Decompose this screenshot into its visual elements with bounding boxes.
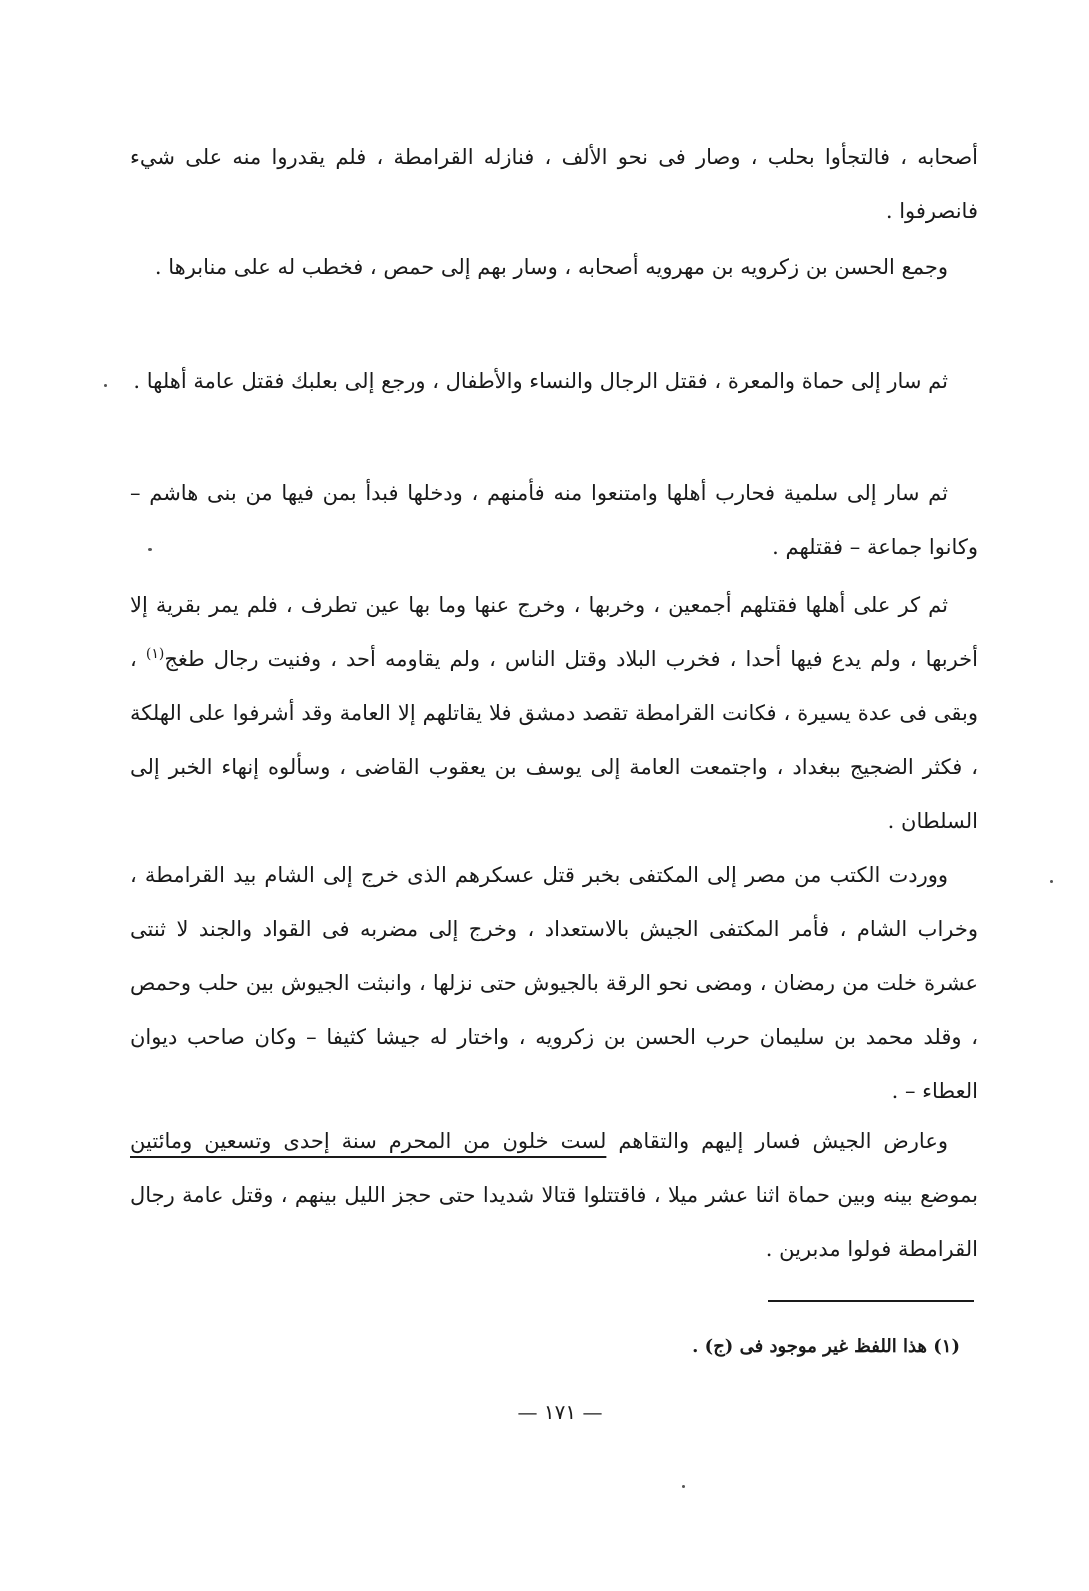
scan-speck xyxy=(148,548,152,551)
footnote-separator xyxy=(768,1300,974,1302)
paragraph-text: ثم سار إلى سلمية فحارب أهلها وامتنعوا منه فأمنهم ، ودخلها فبدأ بمن فيها من بنى هاشم – وكانوا جماعة – فقتلهم . xyxy=(130,481,978,559)
page-number: — ١٧١ — xyxy=(517,1400,603,1424)
scan-speck xyxy=(682,1485,685,1488)
underlined-date-phrase: لست خلون من المحرم سنة إحدى وتسعين ومائتين xyxy=(130,1129,607,1153)
paragraph-text-part: ، وبقى فى عدة يسيرة ، فكانت القرامطة تقصد دمشق فلا يقاتلهم إلا العامة وقد أشرفوا على الهلكة ، فكثر الضجيج ببغداد ، واجتمعت العامة إلى يوسف بن يعقوب القاضى ، وسألوه إنهاء الخبر إلى السلطان . xyxy=(130,647,978,833)
paragraph-text: ووردت الكتب من مصر إلى المكتفى بخبر قتل عسكرهم الذى خرج إلى الشام بيد القرامطة ، وخراب الشام ، فأمر المكتفى الجيش بالاستعداد ، وخرج إلى مضربه فى القواد والجند لا ثنتى عشرة خلت من رمضان ، ومضى نحو الرقة بالجيوش حتى نزلها ، وانبثت الجيوش بين حلب وحمص ، وقلد محمد بن سليمان حرب الحسن بن زكرويه ، واختار له جيشا كثيفا – وكان صاحب ديوان العطاء – . xyxy=(130,863,978,1103)
paragraph-1 xyxy=(130,130,978,238)
paragraph-7 xyxy=(130,1114,978,1276)
paragraph-text xyxy=(130,578,978,848)
paragraph-text: ثم سار إلى حماة والمعرة ، فقتل الرجال والنساء والأطفال ، ورجع إلى بعلبك فقتل عامة أهلها . xyxy=(133,369,948,393)
paragraph-text-part: ثم كر على أهلها فقتلهم أجمعين ، وخربها ، وخرج عنها وما بها عين تطرف ، فلم يمر بقرية إلا أخربها ، ولم يدع فيها أحدا ، فخرب البلاد وقتل الناس ، ولم يقاومه أحد ، وفنيت رجال طغج xyxy=(130,593,978,671)
footnote-reference[interactable]: (١) xyxy=(145,646,165,662)
paragraph-text: أصحابه ، فالتجأوا بحلب ، وصار فى نحو الألف ، فنازله القرامطة ، فلم يقدروا منه على شيء فانصرفوا . xyxy=(130,145,978,223)
scan-speck xyxy=(104,384,107,387)
scan-speck xyxy=(1050,880,1053,883)
paragraph-4 xyxy=(130,466,978,574)
footnote: (١) هذا اللفظ غير موجود فى (ج) . xyxy=(692,1336,960,1357)
paragraph-3 xyxy=(130,354,978,408)
paragraph-5 xyxy=(130,578,978,848)
paragraph-text-part: بموضع بينه وبين حماة اثنا عشر ميلا ، فاقتتلوا قتالا شديدا حتى حجز الليل بينهم ، وقتل عامة رجال القرامطة فولوا مدبرين . xyxy=(130,1183,978,1261)
paragraph-6 xyxy=(130,848,978,1118)
paragraph-2 xyxy=(130,240,978,294)
paragraph-text xyxy=(130,1114,978,1276)
paragraph-text: وجمع الحسن بن زكرويه بن مهرويه أصحابه ، وسار بهم إلى حمص ، فخطب له على منابرها . xyxy=(154,255,948,279)
paragraph-text-part: وعارض الجيش فسار إليهم والتقاهم xyxy=(606,1129,948,1153)
